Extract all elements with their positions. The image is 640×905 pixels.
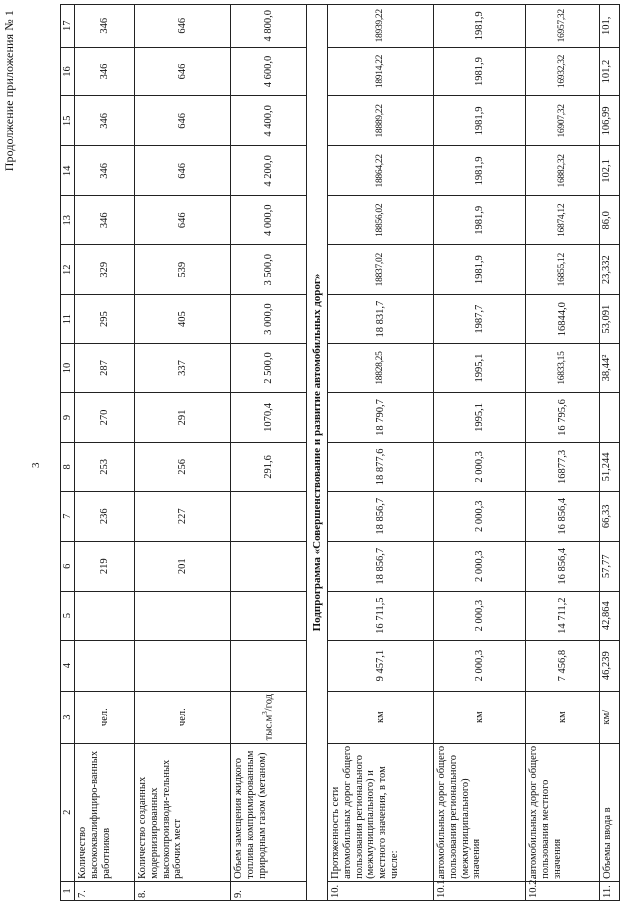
indicator-name: Объем замещения жидкого топлива компримированным природным газом (метаном) [231,743,307,881]
column-number: 5 [61,591,75,640]
value-cell: 1981,9 [434,146,526,196]
value-cell: 16 711,5 [328,591,434,640]
row-number: 10.2. [526,881,600,900]
unit-cell: чел. [75,691,135,743]
value-cell: 270 [75,392,135,442]
value-cell: 646 [135,5,231,48]
column-number: 15 [61,96,75,146]
unit-text: тыс.м [263,714,275,741]
unit-cell: км [434,691,526,743]
table-row [526,5,600,901]
value-cell: 1981,9 [434,47,526,96]
value-cell: 18837,02 [328,245,434,295]
value-cell [231,591,307,640]
value-cell: 346 [75,196,135,245]
value-cell: 18 856,7 [328,541,434,591]
value-cell: 18 877,6 [328,442,434,491]
row-number: 9. [231,881,307,900]
value-cell: 16877,3 [526,442,600,491]
value-cell: 346 [75,5,135,48]
column-number-row [61,5,75,901]
column-number: 1 [61,881,75,900]
value-cell: 646 [135,47,231,96]
value-cell: 18 856,7 [328,491,434,541]
value-cell: 16833,15 [526,344,600,393]
column-number: 3 [61,691,75,743]
value-cell: 53,091 [600,295,620,344]
value-cell: 16874,12 [526,196,600,245]
value-cell [135,640,231,691]
table-row [231,5,307,901]
column-number: 2 [61,743,75,881]
value-cell: 646 [135,146,231,196]
value-cell: 4 200,0 [231,146,307,196]
value-cell: 3 000,0 [231,295,307,344]
column-number: 8 [61,442,75,491]
value-cell: 57,77 [600,541,620,591]
value-cell: 1981,9 [434,96,526,146]
column-number: 12 [61,245,75,295]
value-cell: 287 [75,344,135,393]
column-number: 11 [61,295,75,344]
value-cell: 539 [135,245,231,295]
value-cell: 101,2 [600,47,620,96]
unit-cell: чел. [135,691,231,743]
column-number: 9 [61,392,75,442]
value-cell: 291,6 [231,442,307,491]
value-cell: 295 [75,295,135,344]
value-cell: 2 000,3 [434,491,526,541]
value-cell: 16844,0 [526,295,600,344]
value-cell: 18939,22 [328,5,434,48]
value-cell [600,392,620,442]
value-cell [135,591,231,640]
column-number: 7 [61,491,75,541]
value-cell: 16957,32 [526,5,600,48]
value-cell: 7 456,8 [526,640,600,691]
value-cell: 337 [135,344,231,393]
value-cell: 18889,22 [328,96,434,146]
table-row [328,5,434,901]
value-cell: 16 795,6 [526,392,600,442]
value-cell: 4 000,0 [231,196,307,245]
indicator-name: автомобильных дорог общего пользования регионального (межмуниципального) значения [434,743,526,881]
column-number: 10 [61,344,75,393]
value-cell: 102,1 [600,146,620,196]
value-cell: 18828,25 [328,344,434,393]
row-number: 8. [135,881,231,900]
value-cell: 14 711,2 [526,591,600,640]
value-cell: 16932,32 [526,47,600,96]
table-row [600,5,620,901]
value-cell: 42,864 [600,591,620,640]
indicator-name: Количество созданных модернизированных высокопроизводи-тельных рабочих мест [135,743,231,881]
value-cell: 1987,7 [434,295,526,344]
value-cell: 1981,9 [434,245,526,295]
unit-superscript: 3 [260,711,269,715]
value-cell: 9 457,1 [328,640,434,691]
indicator-name: автомобильных дорог общего пользования местного значения [526,743,600,881]
unit-cell: км [526,691,600,743]
value-cell: 18856,02 [328,196,434,245]
value-cell [75,640,135,691]
value-cell: 4 800,0 [231,5,307,48]
column-number: 17 [61,5,75,48]
value-cell: 3 500,0 [231,245,307,295]
indicator-name: Объемы ввода в [600,743,620,881]
value-cell: 346 [75,47,135,96]
value-cell: 291 [135,392,231,442]
row-number: 10.1. [434,881,526,900]
value-cell: 2 000,3 [434,541,526,591]
value-cell: 16 856,4 [526,541,600,591]
table-row [135,5,231,901]
value-cell: 2 000,3 [434,591,526,640]
value-cell: 18914,22 [328,47,434,96]
row-number: 7. [75,881,135,900]
column-number: 13 [61,196,75,245]
indicator-name: Протяженность сети автомобильных дорог общего пользования регионального (межмуниципального) и местного значения, в том числе: [328,743,434,881]
value-cell: 106,99 [600,96,620,146]
value-cell: 1995,1 [434,344,526,393]
subprogram-row [307,5,328,901]
value-cell: 646 [135,96,231,146]
value-cell: 346 [75,146,135,196]
value-cell: 86,0 [600,196,620,245]
value-cell: 2 000,3 [434,442,526,491]
value-cell: 1070,4 [231,392,307,442]
value-cell: 46,239 [600,640,620,691]
value-cell: 256 [135,442,231,491]
value-cell: 2 500,0 [231,344,307,393]
value-cell: 1981,9 [434,196,526,245]
value-cell: 201 [135,541,231,591]
value-cell: 23,332 [600,245,620,295]
annex-title: Продолжение приложения № 1 [2,10,16,172]
value-cell: 101, [600,5,620,48]
column-number: 16 [61,47,75,96]
unit-cell [231,691,307,743]
value-cell: 329 [75,245,135,295]
value-cell [231,541,307,591]
value-cell: 1995,1 [434,392,526,442]
value-cell: 646 [135,196,231,245]
table-row [75,5,135,901]
value-cell: 4 600,0 [231,47,307,96]
value-cell: 2 000,3 [434,640,526,691]
unit-cell: км/ [600,691,620,743]
value-cell [231,491,307,541]
value-cell: 38,44² [600,344,620,393]
row-number: 10. [328,881,434,900]
page-number: 3 [30,462,42,468]
value-cell: 18 790,7 [328,392,434,442]
indicators-table [60,4,620,901]
column-number: 4 [61,640,75,691]
value-cell: 1981,9 [434,5,526,48]
value-cell: 227 [135,491,231,541]
value-cell: 18864,22 [328,146,434,196]
unit-cell: км [328,691,434,743]
value-cell [75,591,135,640]
row-number: 11. [600,881,620,900]
value-cell: 51,244 [600,442,620,491]
value-cell: 66,33 [600,491,620,541]
value-cell [231,640,307,691]
value-cell: 16907,32 [526,96,600,146]
value-cell: 16 856,4 [526,491,600,541]
column-number: 14 [61,146,75,196]
value-cell: 346 [75,96,135,146]
value-cell: 18 831,7 [328,295,434,344]
value-cell: 4 400,0 [231,96,307,146]
column-number: 6 [61,541,75,591]
value-cell: 16855,12 [526,245,600,295]
table-row [434,5,526,901]
unit-text-tail: /год [263,694,275,712]
value-cell: 405 [135,295,231,344]
value-cell: 236 [75,491,135,541]
subprogram-title: Подпрограмма «Совершенствование и развитие автомобильных дорог» [307,5,328,901]
value-cell: 219 [75,541,135,591]
value-cell: 253 [75,442,135,491]
value-cell: 16882,32 [526,146,600,196]
indicator-name: Количество высококвалифициро-ванных работников [75,743,135,881]
